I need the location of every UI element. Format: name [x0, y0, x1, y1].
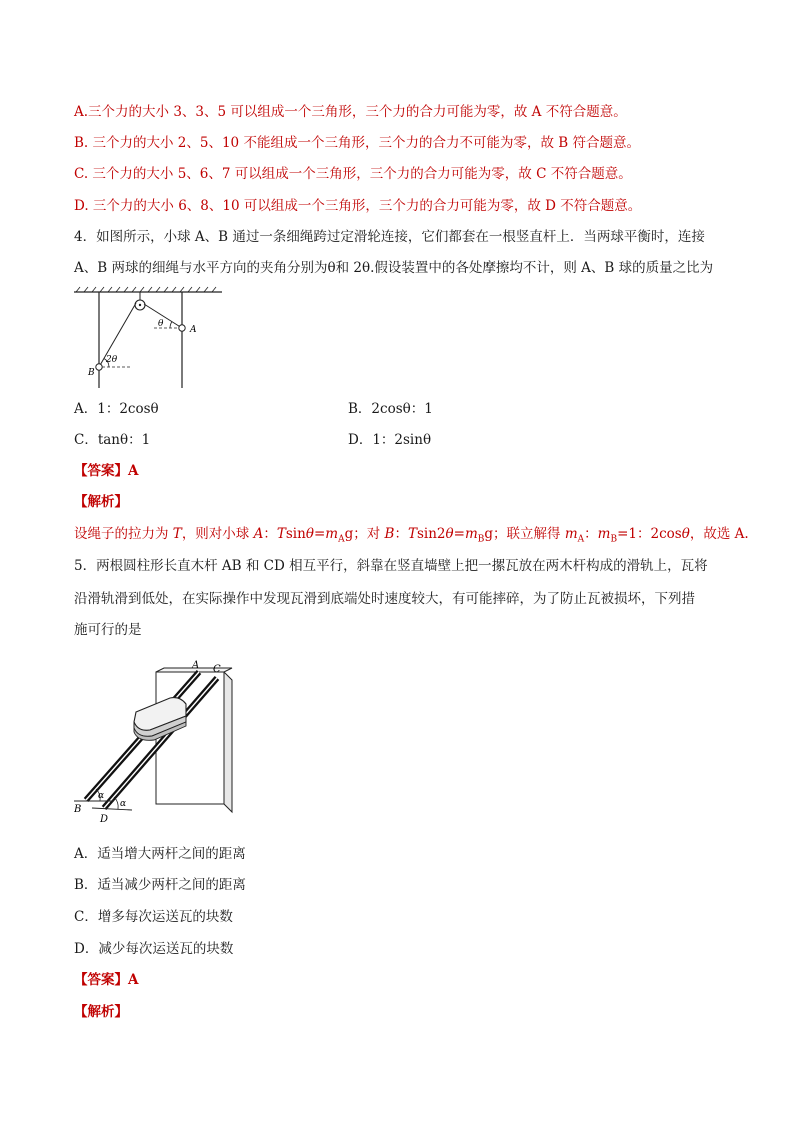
q4-label-theta: θ [158, 319, 164, 329]
q5-option-b: B．适当减少两杆之间的距离 [74, 877, 246, 893]
q3-analysis-b: B. 三个力的大小 2、5、10 不能组成一个三角形，三个力的合力不可能为零，故 B 符合题意。 [74, 135, 640, 151]
q4-label-two-theta: 2θ [106, 355, 118, 365]
q4-option-a: A．1：2cosθ [74, 401, 159, 417]
q4-ball-a [179, 325, 185, 331]
q5-label-a: A [192, 660, 200, 671]
q4-ball-b [96, 364, 102, 370]
q5-question-line3: 施可行的是 [74, 622, 142, 638]
q4-question-line1: 4．如图所示，小球 A、B 通过一条细绳跨过定滑轮连接，它们都套在一根竖直杆上．当两球平衡时，连接 [74, 229, 705, 245]
q5-label-b: B [74, 804, 82, 815]
q5-question-line2: 沿滑轨滑到低处，在实际操作中发现瓦滑到底端处时速度较大，有可能摔碎，为了防止瓦被损坏，下列措 [74, 591, 695, 607]
q4-answer: 【答案】A [74, 463, 139, 479]
q4-analysis-label: 【解析】 [74, 494, 128, 510]
q5-option-c: C．增多每次运送瓦的块数 [74, 909, 233, 925]
q4-label-b: B [88, 368, 95, 378]
q3-analysis-c: C. 三个力的大小 5、6、7 可以组成一个三角形，三个力的合力可能为零，故 C 不符合题意。 [74, 166, 632, 182]
q5-label-alpha1: α [98, 791, 105, 801]
q5-rails-figure [74, 656, 244, 828]
q3-analysis-d: D. 三个力的大小 6、8、10 可以组成一个三角形，三个力的合力可能为零，故 D 不符合题意。 [74, 198, 642, 214]
q3-analysis-a: A.三个力的大小 3、3、5 可以组成一个三角形，三个力的合力可能为零，故 A 不符合题意。 [74, 104, 627, 120]
q4-option-d: D．1：2sinθ [348, 432, 432, 448]
q5-option-a: A．适当增大两杆之间的距离 [74, 846, 246, 862]
q5-label-alpha2: α [120, 799, 127, 809]
q5-label-c: C [213, 664, 221, 675]
q4-label-a: A [190, 325, 197, 335]
q4-option-b: B．2cosθ：1 [348, 401, 433, 417]
q5-answer: 【答案】A [74, 972, 139, 988]
q4-analysis-text: 设绳子的拉力为 T，则对小球 A：$Tsin\theta=m_Ag$；对 B：$Tsin2\theta=m_Bg$；联立解得 $m_A$：$m_B=1$：2cosθ，故选 A. [74, 526, 749, 545]
q5-option-d: D．减少每次运送瓦的块数 [74, 941, 234, 957]
q4-option-c: C．tanθ：1 [74, 432, 151, 448]
q5-analysis-label: 【解析】 [74, 1004, 128, 1020]
q4-question-line2: A、B 两球的细绳与水平方向的夹角分别为θ和 2θ.假设装置中的各处摩擦均不计，则 A、B 球的质量之比为 [74, 260, 714, 276]
q5-label-d: D [100, 814, 109, 825]
q5-question-line1: 5．两根圆柱形长直木杆 AB 和 CD 相互平行，斜靠在竖直墙壁上把一摞瓦放在两木杆构成的滑轨上，瓦将 [74, 558, 708, 574]
q4-pulley-figure [74, 286, 224, 392]
